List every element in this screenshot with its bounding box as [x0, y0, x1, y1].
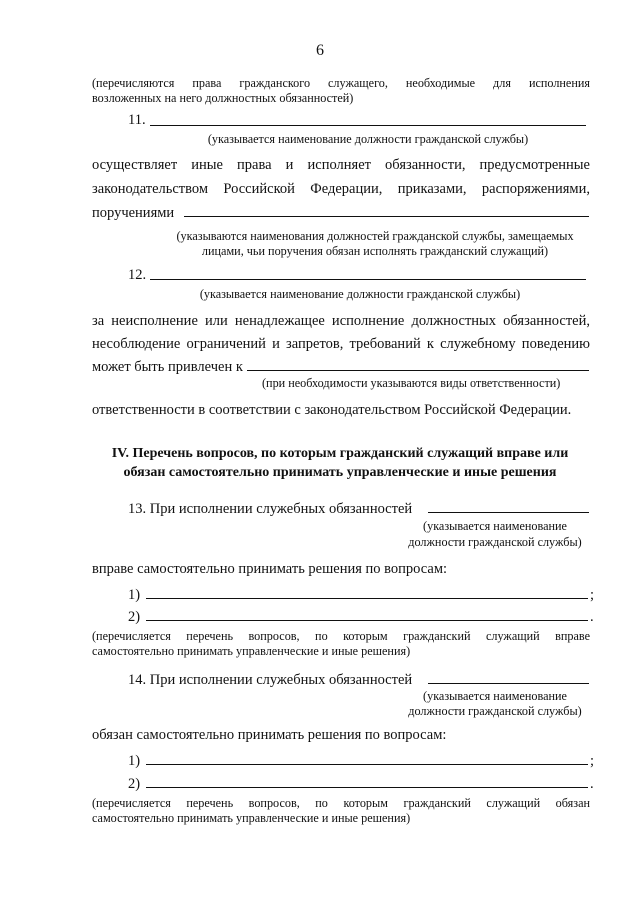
item13-intro: вправе самостоятельно принимать решения по вопросам:: [92, 561, 448, 577]
item14-caption1: (указывается наименование: [423, 689, 567, 703]
item14-answer-line2[interactable]: [146, 787, 588, 788]
item11-number: 11.: [128, 112, 146, 128]
item11-caption: (указывается наименование должности гражданской службы): [207, 132, 529, 146]
item14-line1-number: 1): [128, 753, 141, 769]
item13-answer-line1[interactable]: [146, 598, 588, 599]
para1-line1: осуществляет иные права и исполняет обязанности, предусмотренные: [92, 157, 590, 173]
item13-answer-line2[interactable]: [146, 620, 588, 621]
item12-blank-line[interactable]: [150, 279, 586, 280]
para2-line1: за неисполнение или ненадлежащее исполнение должностных обязанностей,: [92, 313, 590, 329]
item14-line1-end: ;: [590, 753, 595, 769]
para1-caption2: лицами, чьи поручения обязан исполнять гражданский служащий): [201, 244, 549, 258]
item14-caption2: должности гражданской службы): [408, 704, 582, 718]
item11-blank-line[interactable]: [150, 125, 586, 126]
para1-caption1: (указываются наименования должностей гражданской службы, замещаемых: [176, 229, 574, 243]
section4-title-line1: IV. Перечень вопросов, по которым гражданский служащий вправе или: [111, 446, 569, 461]
item12-caption: (указывается наименование должности гражданской службы): [199, 287, 521, 301]
para1-blank-line[interactable]: [184, 216, 589, 217]
item13-note1: (перечисляется перечень вопросов, по которым гражданский служащий вправе: [92, 629, 590, 643]
item14-answer-line1[interactable]: [146, 764, 588, 765]
item13-label: 13. При исполнении служебных обязанностей: [128, 501, 413, 517]
item14-note2: самостоятельно принимать управленческие и иные решения): [92, 811, 411, 825]
item14-intro: обязан самостоятельно принимать решения по вопросам:: [92, 727, 447, 743]
item13-caption1: (указывается наименование: [423, 519, 567, 533]
section4-title-line2: обязан самостоятельно принимать управленческие и иные решения: [123, 465, 557, 480]
item13-caption2: должности гражданской службы): [408, 535, 582, 549]
para2-blank-line[interactable]: [247, 370, 589, 371]
para2-line3-label: может быть привлечен к: [92, 359, 243, 375]
intro-note-line1: (перечисляются права гражданского служащего, необходимые для исполнения: [92, 76, 590, 90]
item14-label: 14. При исполнении служебных обязанностей: [128, 672, 413, 688]
item13-line2-number: 2): [128, 609, 141, 625]
item14-line2-number: 2): [128, 776, 141, 792]
item14-blank-line[interactable]: [428, 683, 589, 684]
para1-line3-label: поручениями: [92, 205, 175, 221]
item13-blank-line[interactable]: [428, 512, 589, 513]
para1-line2: законодательством Российской Федерации, приказами, распоряжениями,: [92, 181, 590, 197]
item13-line2-end: .: [590, 609, 594, 625]
item14-line2-end: .: [590, 776, 594, 792]
para2-line2: несоблюдение ограничений и запретов, требований к служебному поведению: [92, 336, 590, 352]
item13-line1-number: 1): [128, 587, 141, 603]
para2-line4: ответственности в соответствии с законодательством Российской Федерации.: [92, 402, 572, 418]
item14-note1: (перечисляется перечень вопросов, по которым гражданский служащий обязан: [92, 796, 590, 810]
item13-note2: самостоятельно принимать управленческие и иные решения): [92, 644, 411, 658]
item12-number: 12.: [128, 267, 147, 283]
page-number: 6: [316, 42, 324, 59]
item13-line1-end: ;: [590, 587, 595, 603]
para2-caption: (при необходимости указываются виды ответственности): [262, 376, 561, 390]
intro-note-line2: возложенных на него должностных обязанностей): [92, 91, 354, 105]
